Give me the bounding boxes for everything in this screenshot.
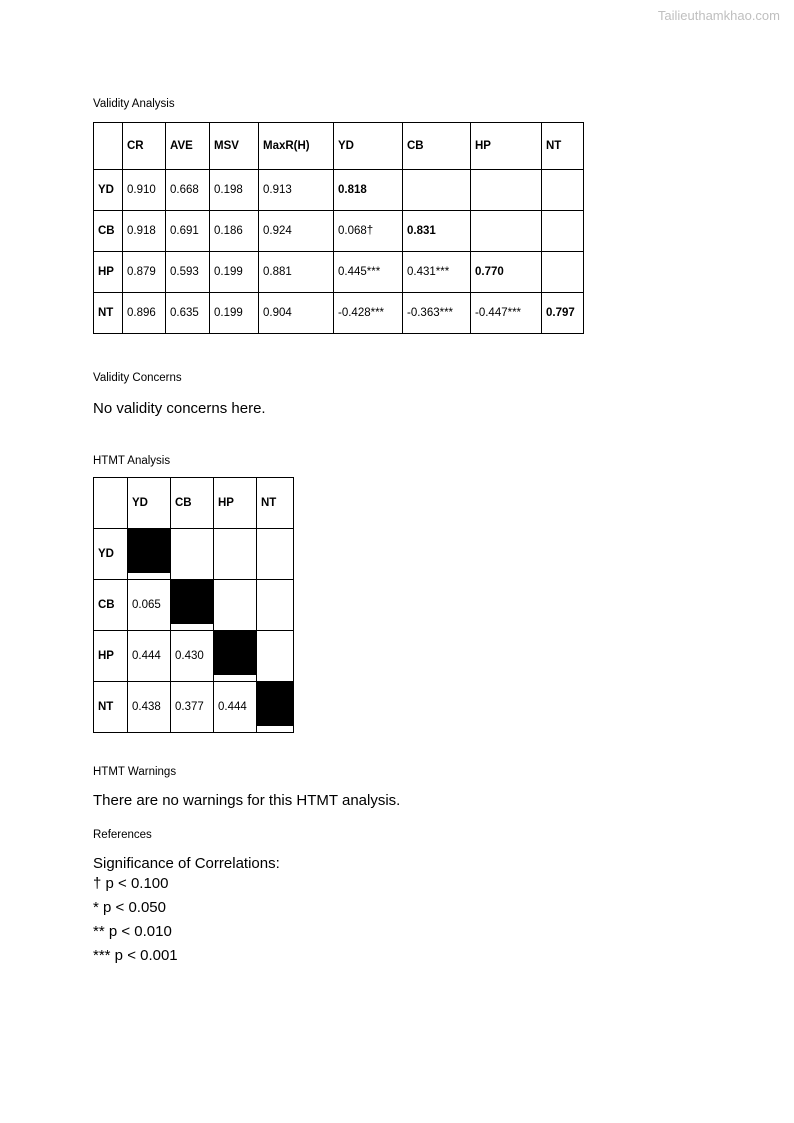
table-cell (471, 170, 542, 211)
references-heading: References (93, 829, 152, 841)
table-cell: 0.913 (259, 170, 334, 211)
table-cell-diagonal: 0.797 (542, 293, 584, 334)
table-cell: 0.593 (166, 252, 210, 293)
header-cell-ave: AVE (166, 123, 210, 170)
row-label: CB (94, 580, 128, 631)
table-cell: 0.198 (210, 170, 259, 211)
table-cell: 0.668 (166, 170, 210, 211)
table-cell: 0.635 (166, 293, 210, 334)
header-cell-cb: CB (403, 123, 471, 170)
significance-line-three-star: *** p < 0.001 (93, 947, 178, 964)
table-cell: -0.428*** (334, 293, 403, 334)
validity-analysis-table (93, 122, 584, 334)
black-fill-block (171, 580, 213, 624)
table-cell: 0.377 (171, 682, 214, 733)
header-cell-hp: HP (214, 478, 257, 529)
table-cell: 0.438 (128, 682, 171, 733)
table-cell: 0.924 (259, 211, 334, 252)
validity-row-nt (94, 293, 584, 334)
header-cell-blank (94, 123, 123, 170)
table-cell: 0.896 (123, 293, 166, 334)
table-cell: 0.199 (210, 293, 259, 334)
table-cell-diagonal-black (257, 682, 294, 733)
htmt-warnings-text: There are no warnings for this HTMT analysis. (93, 792, 401, 809)
htmt-warnings-heading: HTMT Warnings (93, 766, 177, 778)
header-cell-msv: MSV (210, 123, 259, 170)
htmt-table-header-row (94, 478, 294, 529)
table-cell: 0.881 (259, 252, 334, 293)
table-cell: 0.199 (210, 252, 259, 293)
black-fill-block (128, 529, 170, 573)
htmt-row-yd (94, 529, 294, 580)
table-cell (403, 170, 471, 211)
htmt-row-hp (94, 631, 294, 682)
significance-line-dagger: † p < 0.100 (93, 875, 169, 892)
table-cell-diagonal: 0.770 (471, 252, 542, 293)
significance-line-two-star: ** p < 0.010 (93, 923, 172, 940)
significance-line-one-star: * p < 0.050 (93, 899, 166, 916)
table-cell (257, 631, 294, 682)
row-label: HP (94, 252, 123, 293)
table-cell (214, 580, 257, 631)
table-cell-diagonal-black (128, 529, 171, 580)
validity-table-header-row (94, 123, 584, 170)
table-cell: 0.444 (128, 631, 171, 682)
row-label: NT (94, 682, 128, 733)
watermark: Tailieuthamkhao.com (657, 8, 780, 23)
table-cell (542, 170, 584, 211)
header-cell-nt: NT (542, 123, 584, 170)
header-cell-maxrh: MaxR(H) (259, 123, 334, 170)
table-cell: -0.447*** (471, 293, 542, 334)
validity-row-cb (94, 211, 584, 252)
table-cell: 0.445*** (334, 252, 403, 293)
header-cell-cr: CR (123, 123, 166, 170)
row-label: YD (94, 529, 128, 580)
table-cell: 0.430 (171, 631, 214, 682)
header-cell-cb: CB (171, 478, 214, 529)
validity-row-hp (94, 252, 584, 293)
validity-concerns-heading: Validity Concerns (93, 372, 182, 384)
black-fill-block (257, 682, 293, 726)
table-cell (542, 252, 584, 293)
table-cell: -0.363*** (403, 293, 471, 334)
table-cell-diagonal-black (171, 580, 214, 631)
table-cell-diagonal: 0.818 (334, 170, 403, 211)
table-cell: 0.904 (259, 293, 334, 334)
black-fill-block (214, 631, 256, 675)
header-cell-hp: HP (471, 123, 542, 170)
table-cell (257, 580, 294, 631)
table-cell (171, 529, 214, 580)
table-cell-diagonal-black (214, 631, 257, 682)
table-cell (214, 529, 257, 580)
validity-concerns-text: No validity concerns here. (93, 400, 266, 417)
table-cell: 0.879 (123, 252, 166, 293)
header-cell-blank (94, 478, 128, 529)
table-cell: 0.431*** (403, 252, 471, 293)
table-cell: 0.444 (214, 682, 257, 733)
table-cell: 0.186 (210, 211, 259, 252)
table-cell-diagonal: 0.831 (403, 211, 471, 252)
table-cell: 0.068† (334, 211, 403, 252)
htmt-row-nt (94, 682, 294, 733)
htmt-analysis-table (93, 477, 294, 733)
table-cell (257, 529, 294, 580)
table-cell: 0.910 (123, 170, 166, 211)
table-cell (471, 211, 542, 252)
row-label: CB (94, 211, 123, 252)
htmt-analysis-heading: HTMT Analysis (93, 455, 171, 467)
table-cell (542, 211, 584, 252)
row-label: HP (94, 631, 128, 682)
validity-row-yd (94, 170, 584, 211)
validity-analysis-heading: Validity Analysis (93, 98, 175, 110)
significance-title: Significance of Correlations: (93, 855, 280, 872)
htmt-row-cb (94, 580, 294, 631)
table-cell: 0.691 (166, 211, 210, 252)
table-cell: 0.918 (123, 211, 166, 252)
header-cell-nt: NT (257, 478, 294, 529)
header-cell-yd: YD (128, 478, 171, 529)
row-label: YD (94, 170, 123, 211)
header-cell-yd: YD (334, 123, 403, 170)
row-label: NT (94, 293, 123, 334)
table-cell: 0.065 (128, 580, 171, 631)
